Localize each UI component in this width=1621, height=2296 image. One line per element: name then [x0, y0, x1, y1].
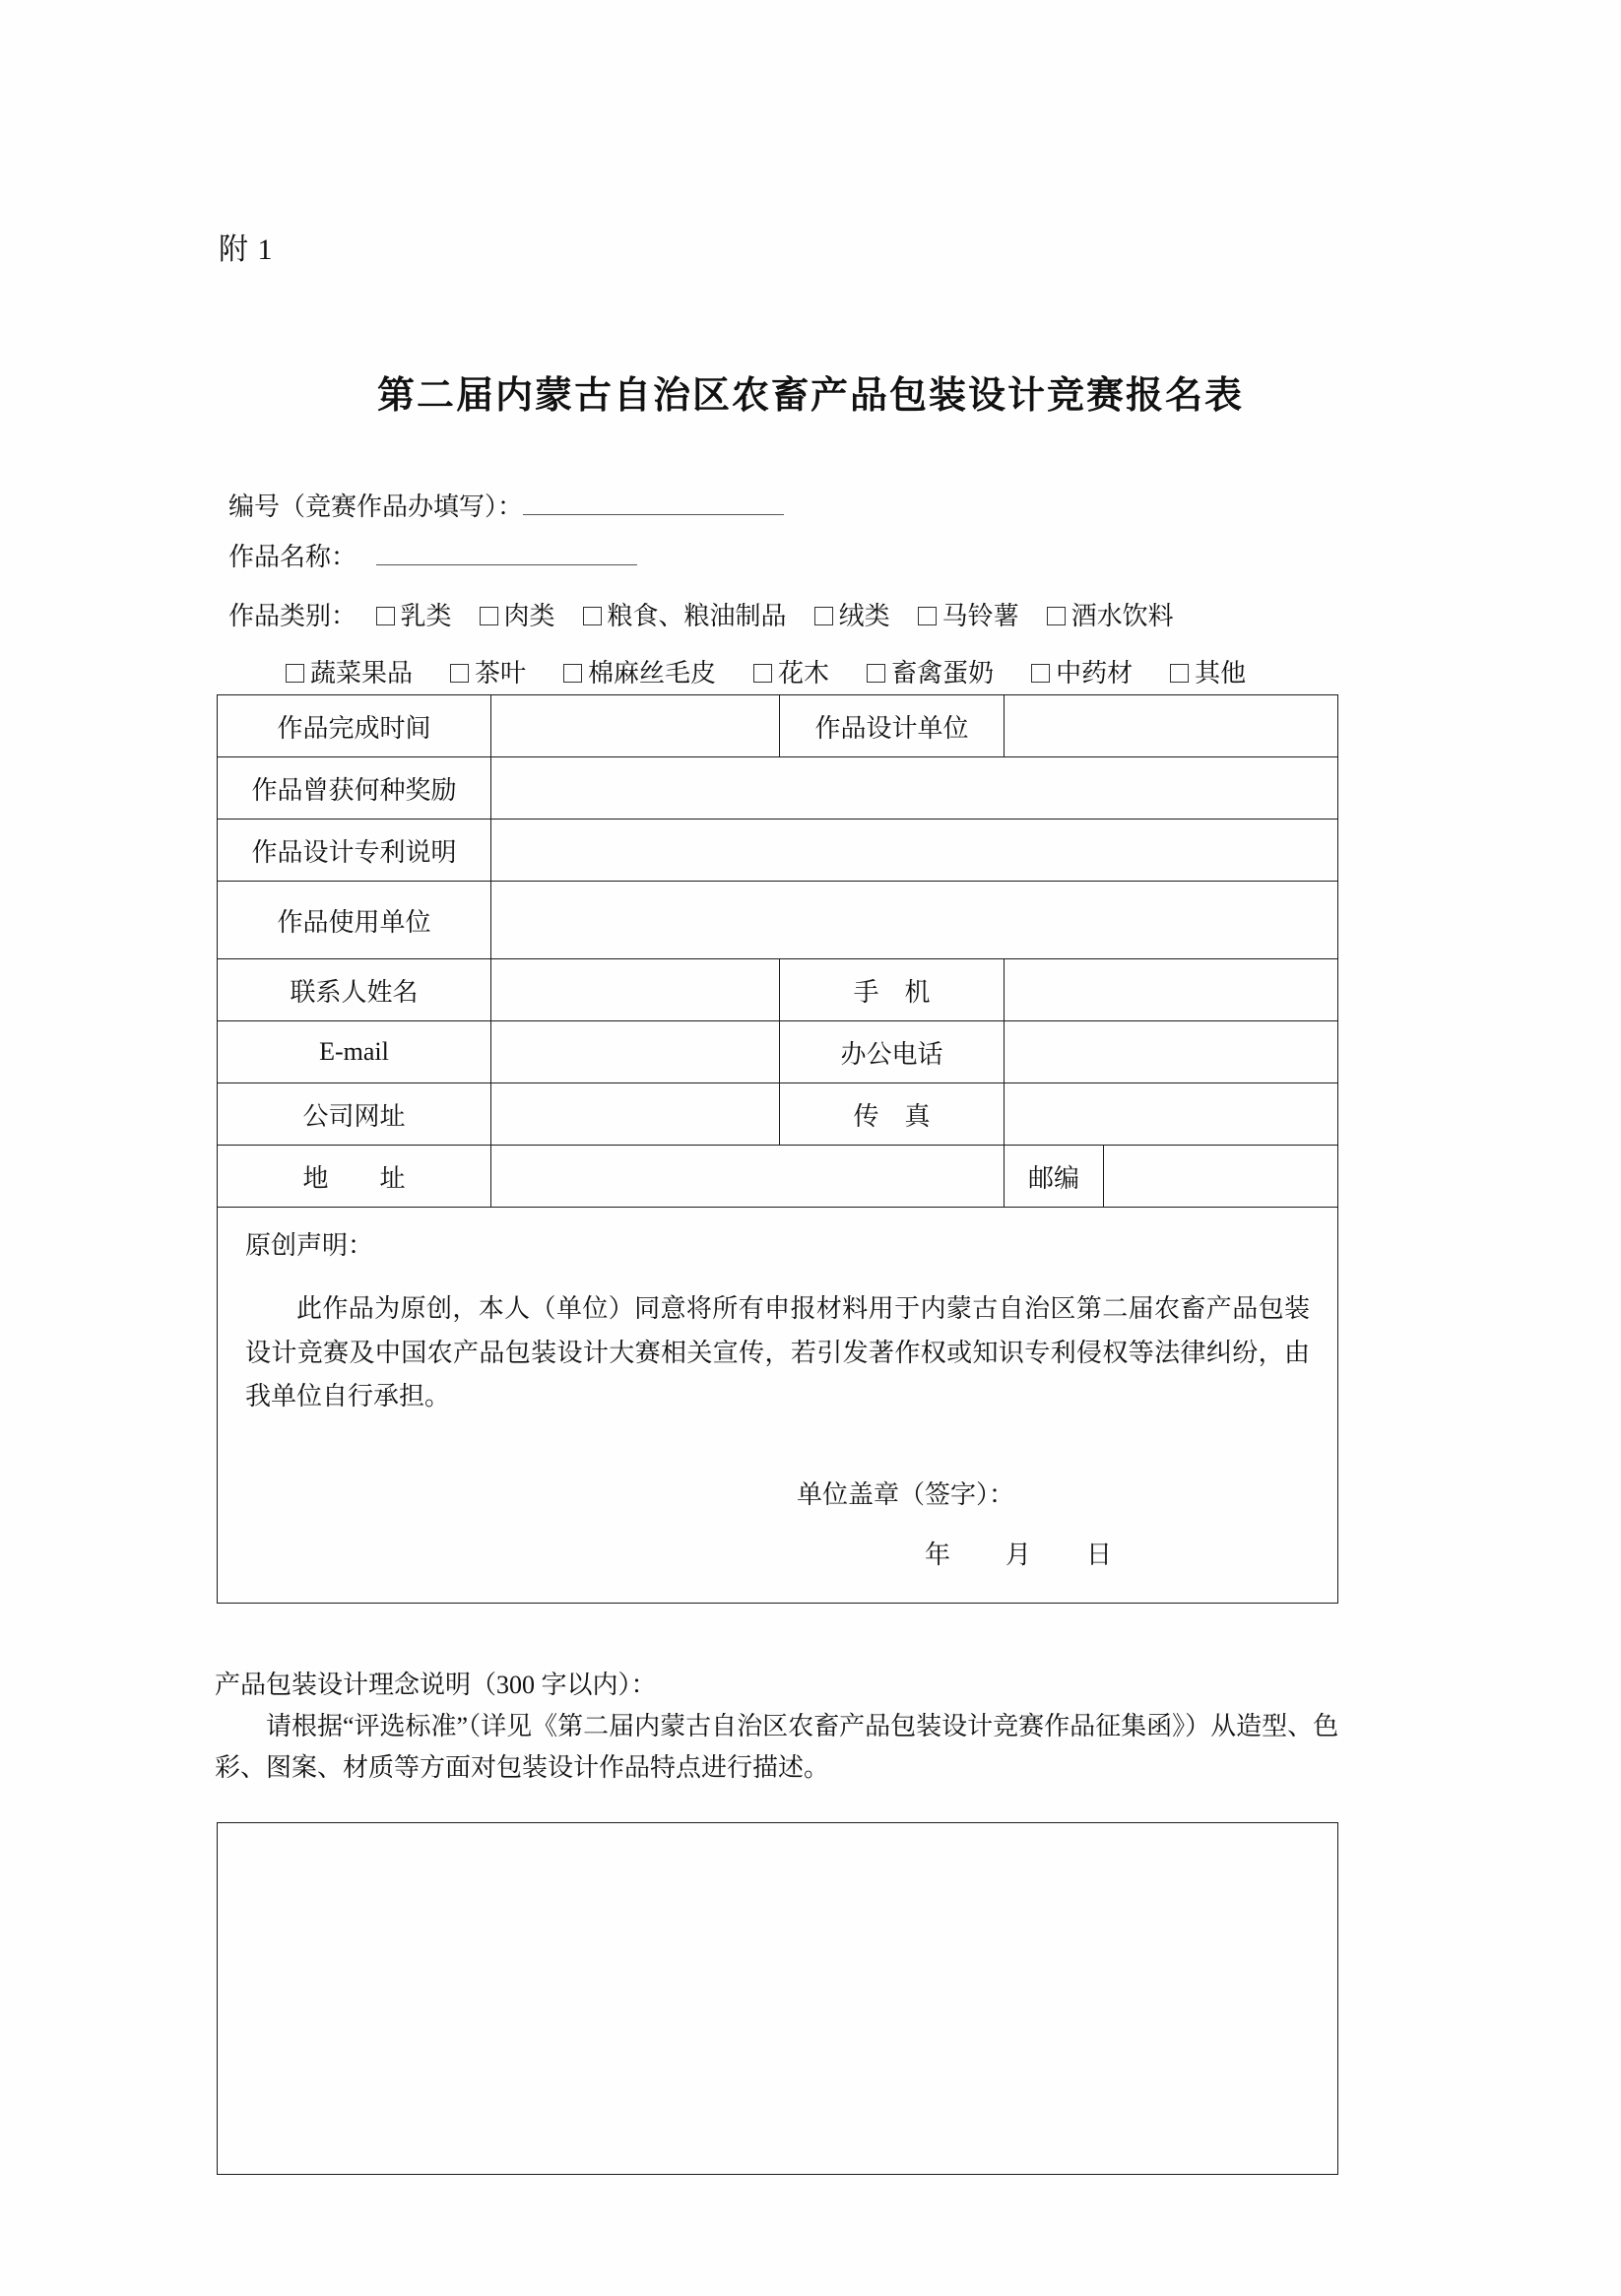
checkbox-icon[interactable] — [286, 664, 304, 683]
checkbox-label: 酒水饮料 — [1070, 602, 1174, 630]
cell-postcode-group — [1005, 1146, 1338, 1208]
field-number-input[interactable] — [523, 489, 784, 515]
checkbox-item-beverage[interactable] — [1047, 596, 1174, 632]
declaration-body: 此作品为原创，本人（单位）同意将所有申报材料用于内蒙古自治区第二届农畜产品包装设计竞赛及中国农产品包装设计大赛相关宣传，若引发著作权或知识专利侵权等法律纠纷，由我单位自行承担。 — [245, 1294, 1310, 1411]
cell-mobile-label: 手 机 — [780, 959, 1005, 1021]
checkbox-icon[interactable] — [918, 607, 937, 625]
field-number-label: 编号（竞赛作品办填写）： — [228, 492, 524, 521]
category-row-2 — [286, 653, 1273, 689]
design-idea-textarea[interactable] — [217, 1822, 1338, 2175]
cell-office-phone-label: 办公电话 — [780, 1021, 1005, 1083]
checkbox-icon[interactable] — [867, 664, 885, 683]
declaration-signature-label[interactable]: 单位盖章（签字）： — [797, 1480, 1015, 1510]
declaration-title: 原创声明： — [245, 1231, 374, 1260]
declaration-date[interactable] — [245, 1535, 1310, 1571]
checkbox-icon[interactable] — [1047, 607, 1066, 625]
checkbox-icon[interactable] — [1170, 664, 1189, 683]
original-declaration-box — [217, 1202, 1338, 1604]
cell-patent-label: 作品设计专利说明 — [218, 820, 491, 882]
cell-contact-name-label: 联系人姓名 — [218, 959, 491, 1021]
checkbox-label: 棉麻丝毛皮 — [588, 659, 717, 688]
checkbox-label: 肉类 — [503, 602, 555, 630]
attachment-label: 附 1 — [219, 233, 274, 266]
cell-using-unit-value[interactable] — [491, 882, 1338, 959]
category-row-1 — [228, 596, 1201, 632]
header-fields — [228, 483, 1410, 582]
cell-website-label: 公司网址 — [218, 1083, 491, 1146]
table-row — [218, 695, 1338, 757]
checkbox-label: 绒类 — [838, 602, 890, 630]
cell-postcode-label: 邮编 — [1005, 1146, 1104, 1207]
checkbox-label: 茶叶 — [475, 659, 527, 688]
cell-email-label: E-mail — [218, 1021, 491, 1083]
cell-using-unit-label: 作品使用单位 — [218, 882, 491, 959]
table-row — [218, 1146, 1338, 1208]
field-work-name-input[interactable] — [376, 539, 637, 565]
checkbox-item-other[interactable] — [1170, 653, 1246, 689]
checkbox-icon[interactable] — [753, 664, 772, 683]
checkbox-item-herbal[interactable] — [1031, 653, 1133, 689]
cell-design-unit-label: 作品设计单位 — [780, 695, 1005, 757]
checkbox-label: 畜禽蛋奶 — [891, 659, 995, 688]
checkbox-label: 花木 — [778, 659, 830, 688]
registration-table — [217, 694, 1338, 1208]
checkbox-item-textile[interactable] — [563, 653, 716, 689]
cell-postcode-value[interactable] — [1104, 1146, 1338, 1207]
checkbox-label: 蔬菜果品 — [310, 659, 414, 688]
checkbox-icon[interactable] — [583, 607, 602, 625]
design-idea-instruction: 请根据“评选标准”（详见《第二届内蒙古自治区农畜产品包装设计竞赛作品征集函》）从造型、色彩、图案、材质等方面对包装设计作品特点进行描述。 — [215, 1712, 1339, 1783]
checkbox-label: 马铃薯 — [941, 602, 1019, 630]
checkbox-item-vegetable-fruit[interactable] — [286, 653, 413, 689]
table-row — [218, 820, 1338, 882]
cell-awards-label: 作品曾获何种奖励 — [218, 757, 491, 820]
cell-awards-value[interactable] — [491, 757, 1338, 820]
cell-contact-name-value[interactable] — [491, 959, 780, 1021]
checkbox-label: 其他 — [1195, 659, 1247, 688]
cell-completion-time-label: 作品完成时间 — [218, 695, 491, 757]
table-row — [218, 1021, 1338, 1083]
cell-mobile-value[interactable] — [1005, 959, 1338, 1021]
checkbox-item-poultry-egg-milk[interactable] — [867, 653, 994, 689]
checkbox-item-flower-wood[interactable] — [753, 653, 829, 689]
date-month-label: 月 — [1005, 1541, 1032, 1570]
checkbox-icon[interactable] — [450, 664, 469, 683]
checkbox-item-cashmere[interactable] — [814, 596, 890, 632]
cell-address-value[interactable] — [491, 1146, 1005, 1208]
table-row — [218, 1083, 1338, 1146]
checkbox-item-tea[interactable] — [450, 653, 526, 689]
date-year-label: 年 — [925, 1541, 951, 1570]
field-number-row — [228, 483, 1410, 533]
checkbox-item-grain[interactable] — [583, 596, 787, 632]
checkbox-icon[interactable] — [1031, 664, 1050, 683]
table-row — [218, 757, 1338, 820]
date-day-label: 日 — [1086, 1541, 1113, 1570]
checkbox-icon[interactable] — [480, 607, 498, 625]
checkbox-label: 乳类 — [400, 602, 452, 630]
checkbox-icon[interactable] — [376, 607, 395, 625]
checkbox-label: 中药材 — [1056, 659, 1134, 688]
cell-design-unit-value[interactable] — [1005, 695, 1338, 757]
design-idea-note — [215, 1665, 1377, 1789]
category-label: 作品类别： — [228, 602, 357, 630]
cell-fax-label: 传 真 — [780, 1083, 1005, 1146]
checkbox-label: 粮食、粮油制品 — [607, 602, 787, 630]
checkbox-item-potato[interactable] — [918, 596, 1019, 632]
design-idea-heading: 产品包装设计理念说明（300 字以内）： — [215, 1671, 657, 1699]
field-work-name-label: 作品名称： — [228, 542, 357, 571]
field-work-name-row — [228, 533, 1410, 583]
cell-email-value[interactable] — [491, 1021, 780, 1083]
checkbox-item-milk[interactable] — [376, 596, 452, 632]
page-title: 第二届内蒙古自治区农畜产品包装设计竞赛报名表 — [376, 375, 1244, 417]
checkbox-item-meat[interactable] — [480, 596, 555, 632]
cell-fax-value[interactable] — [1005, 1083, 1338, 1146]
cell-address-label: 地 址 — [218, 1146, 491, 1208]
cell-office-phone-value[interactable] — [1005, 1021, 1338, 1083]
table-row — [218, 959, 1338, 1021]
cell-website-value[interactable] — [491, 1083, 780, 1146]
cell-completion-time-value[interactable] — [491, 695, 780, 757]
cell-patent-value[interactable] — [491, 820, 1338, 882]
checkbox-icon[interactable] — [814, 607, 833, 625]
table-row — [218, 882, 1338, 959]
checkbox-icon[interactable] — [563, 664, 582, 683]
